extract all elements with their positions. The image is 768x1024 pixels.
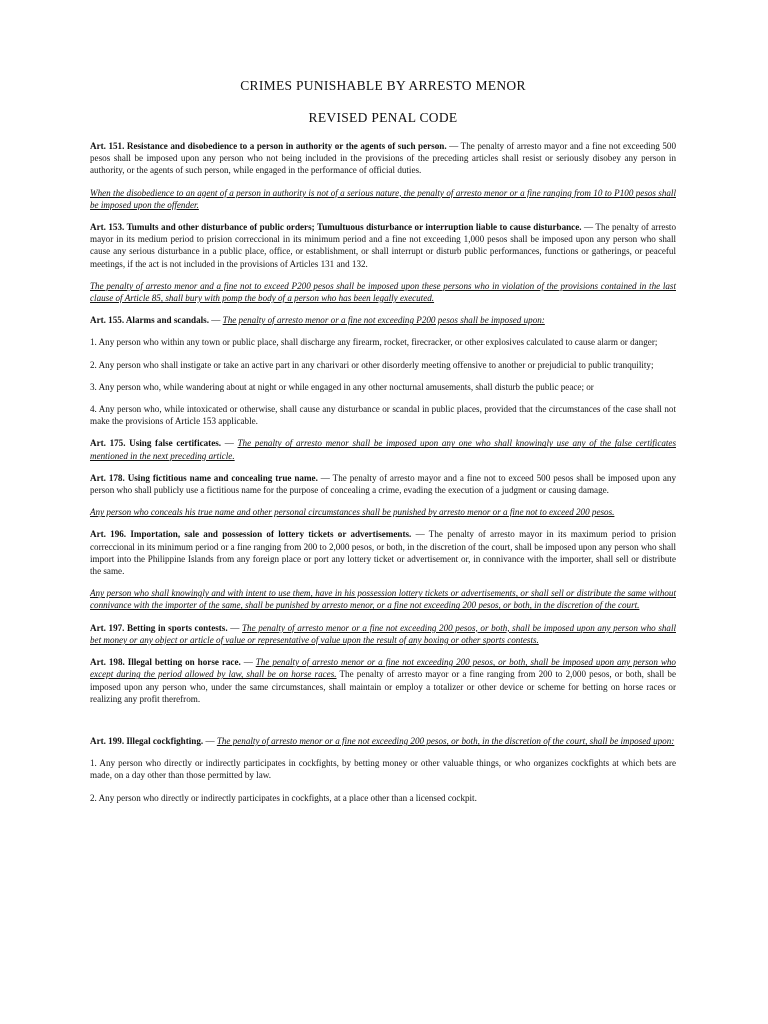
article-196-heading: Art. 196. Importation, sale and possession of lottery tickets or advertisements. <box>90 529 412 540</box>
article-155-dash: — <box>209 315 223 326</box>
article-199-heading: Art. 199. Illegal cockfighting. <box>90 735 204 746</box>
article-175 <box>90 437 676 461</box>
article-178-note-text: Any person who conceals his true name and other personal circumstances shall be punished by arresto menor or a fine not to exceed 200 pesos. <box>90 507 615 518</box>
article-196-body: — The penalty of arresto mayor in its maximum period to prision correccional in its minimum period or a fine ranging from 200 to 2,000 pesos, or both, in the discretion of the court, shall be imposed upon any person who shall import into the Philippine Islands from any foreign place or port any lottery ticket or advertisement or, in connivance with the importer, shall sell or distribute the same. <box>90 529 676 577</box>
article-153-note-text: The penalty of arresto menor and a fine not to exceed P200 pesos shall be imposed upon these persons who in violation of the provisions contained in the last clause of Article 85, shall bury with pomp the body of a person who has been legally executed. <box>90 280 676 304</box>
article-199-dash: — <box>203 735 217 746</box>
article-198-body: The penalty of arresto mayor or a fine ranging from 200 to 2,000 pesos, or both, shall be imposed upon any person who, under the same circumstances, shall maintain or employ a totalizer or other device or scheme for betting on horse races or realizing any profit therefrom. <box>90 669 676 704</box>
article-199 <box>90 735 676 747</box>
article-175-lead: The penalty of arresto menor shall be imposed upon any one who shall knowingly use any of the false certificates mentioned in the next preceding article. <box>90 438 677 461</box>
article-155-item: 3. Any person who, while wandering about at night or while engaged in any other nocturnal amusements, shall disturb the public peace; or <box>90 381 594 392</box>
article-155-item: 1. Any person who within any town or public place, shall discharge any firearm, rocket, firecracker, or other explosives calculated to cause alarm or danger; <box>90 337 658 348</box>
article-199-lead: The penalty of arresto menor or a fine not exceeding 200 pesos, or both, in the discretion of the court, shall be imposed upon: <box>216 735 675 746</box>
article-198 <box>90 656 676 705</box>
article-198-dash: — <box>240 657 256 668</box>
document-page <box>90 74 676 814</box>
article-153-note <box>90 280 676 304</box>
article-178-note <box>90 506 676 518</box>
article-197-lead: The penalty of arresto menor or a fine not exceeding 200 pesos, or both, shall be imposed upon any person who shall bet money or any object or article of value or representative of value upon the result of any boxing or other sports contests. <box>90 622 676 645</box>
article-196-note <box>90 587 676 611</box>
article-151-body: — The penalty of arresto mayor and a fine not exceeding 500 pesos shall be imposed upon any person who not being included in the provisions of the preceding articles shall resist or seriously disobey any person in authority, or the agents of such person, while engaged in the performance of official duties. <box>90 141 676 176</box>
article-175-heading: Art. 175. Using false certificates. <box>90 438 222 449</box>
article-151 <box>90 140 676 177</box>
article-178-heading: Art. 178. Using fictitious name and concealing true name. <box>90 472 318 483</box>
document-subtitle: REVISED PENAL CODE <box>308 110 458 125</box>
article-196 <box>90 528 676 577</box>
article-151-note <box>90 187 676 211</box>
article-178 <box>90 472 676 496</box>
article-175-dash: — <box>221 438 238 449</box>
article-199-item: 1. Any person who directly or indirectly participates in cockfights, by betting money or other valuable things, or who organizes cockfights at which bets are made, on a day other than those permitted by law. <box>90 758 676 781</box>
article-155-item: 2. Any person who shall instigate or take an active part in any charivari or other disorderly meeting offensive to another or prejudicial to public tranquility; <box>90 359 654 370</box>
article-197 <box>90 622 676 646</box>
article-198-heading: Art. 198. Illegal betting on horse race. <box>90 657 241 668</box>
article-155-item: 4. Any person who, while intoxicated or otherwise, shall cause any disturbance or scandal in public places, provided that the circumstances of the case shall not make the provisions of Article 153 applicable. <box>90 404 676 427</box>
article-151-note-text: When the disobedience to an agent of a person in authority is not of a serious nature, the penalty of arresto menor or a fine ranging from 10 to P100 pesos shall be imposed upon the offender. <box>90 187 676 210</box>
article-153 <box>90 221 676 270</box>
article-151-heading: Art. 151. Resistance and disobedience to a person in authority or the agents of such person. <box>90 141 447 151</box>
article-155-heading: Art. 155. Alarms and scandals. <box>90 315 209 326</box>
document-title: CRIMES PUNISHABLE BY ARRESTO MENOR <box>240 78 526 93</box>
article-197-dash: — <box>227 622 242 633</box>
article-197-heading: Art. 197. Betting in sports contests. <box>90 622 228 633</box>
article-153-heading: Art. 153. Tumults and other disturbance of public orders; Tumultuous disturbance or interruption liable to cause disturbance. <box>90 222 582 233</box>
article-196-note-text: Any person who shall knowingly and with intent to use them, have in his possession lottery tickets or advertisements, or shall sell or distribute the same without connivance with the importer of the same, shall be punished by arresto menor, or a fine not exceeding 200 pesos, or both, in the discretion of the court. <box>90 588 676 611</box>
article-153-body: — The penalty of arresto mayor in its medium period to prision correccional in its minimum period and a fine not exceeding 1,000 pesos shall be imposed upon any person who shall cause any serious disturbance in a public place, office, or establishment, or shall interrupt or disturb public performances, functions or gatherings, or peaceful meetings, if the act is not included in the provisions of Articles 131 and 132. <box>90 222 676 269</box>
article-199-item: 2. Any person who directly or indirectly participates in cockfights, at a place other than a licensed cockpit. <box>90 792 477 803</box>
article-198-lead: The penalty of arresto menor or a fine not exceeding 200 pesos, or both, shall be imposed upon any person who except during the period allowed by law, shall be on horse races. <box>90 657 676 680</box>
article-155 <box>90 314 676 326</box>
article-155-lead: The penalty of arresto menor or a fine not exceeding P200 pesos shall be imposed upon: <box>222 315 545 326</box>
article-178-body: — The penalty of arresto mayor and a fine not to exceed 500 pesos shall be imposed upon any person who shall publicly use a fictitious name for the purpose of concealing a crime, evading the execution of a judgment or causing damage. <box>90 472 676 496</box>
